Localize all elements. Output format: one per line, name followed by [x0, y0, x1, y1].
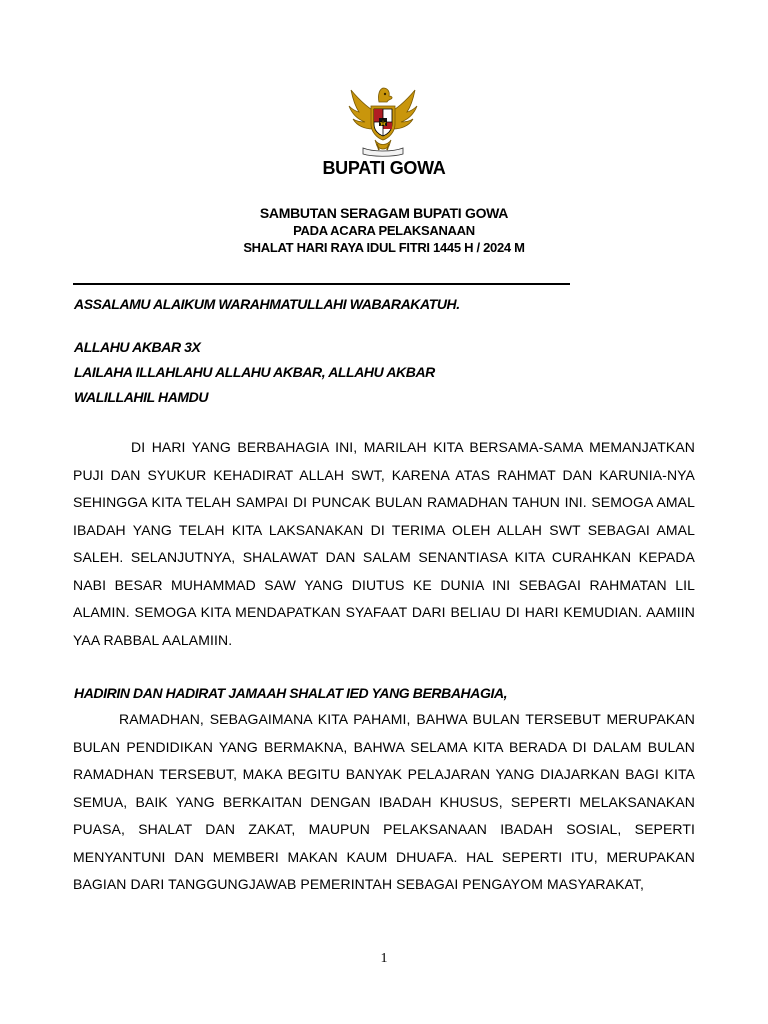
- section-heading: HADIRIN DAN HADIRAT JAMAAH SHALAT IED YANG BERBAHAGIA,: [74, 685, 508, 701]
- takbir-line: ALLAHU AKBAR 3X: [74, 339, 201, 355]
- document-subtitle-2: PADA ACARA PELAKSANAAN: [293, 223, 475, 238]
- takbir-line: WALILLAHIL HAMDU: [74, 389, 209, 405]
- takbir-line: LAILAHA ILLAHLAHU ALLAHU AKBAR, ALLAHU AKBAR: [74, 364, 435, 380]
- header-divider: [73, 283, 570, 285]
- body-paragraph-2: RAMADHAN, SEBAGAIMANA KITA PAHAMI, BAHWA BULAN TERSEBUT MERUPAKAN BULAN PENDIDIKAN YANG BERMAKNA, BAHWA SELAMA KITA BERADA DI DALAM BULAN RAMADHAN TERSEBUT, MAKA BEGITU BANYAK PELAJARAN YANG DIAJARKAN BAGI KITA SEMUA, BAIK YANG BERKAITAN DENGAN IBADAH KHUSUS, SEPERTI MELAKSANAKAN PUASA, SHALAT DAN ZAKAT, MAUPUN PELAKSANAAN IBADAH SOSIAL, SEPERTI MENYANTUNI DAN MEMBERI MAKAN KAUM DHUAFA. HAL SEPERTI ITU, MERUPAKAN BAGIAN DARI TANGGUNGJAWAB PEMERINTAH SEBAGAI PENGAYOM MASYARAKAT,: [73, 711, 695, 892]
- document-subtitle-1: SAMBUTAN SERAGAM BUPATI GOWA: [259, 205, 509, 221]
- document-subtitle-3: SHALAT HARI RAYA IDUL FITRI 1445 H / 2024 M: [243, 240, 525, 255]
- garuda-emblem-icon: [343, 84, 423, 158]
- greeting-heading: ASSALAMU ALAIKUM WARAHMATULLAHI WABARAKATUH.: [74, 296, 460, 312]
- page-number: 1: [380, 951, 388, 966]
- body-paragraph-1: DI HARI YANG BERBAHAGIA INI, MARILAH KITA BERSAMA-SAMA MEMANJATKAN PUJI DAN SYUKUR KEHADIRAT ALLAH SWT, KARENA ATAS RAHMAT DAN KARUNIA-NYA SEHINGGA KITA TELAH SAMPAI DI PUNCAK BULAN RAMADHAN TAHUN INI. SEMOGA AMAL IBADAH YANG TELAH KITA LAKSANAKAN DI TERIMA OLEH ALLAH SWT SEBAGAI AMAL SALEH. SELANJUTNYA, SHALAWAT DAN SALAM SENANTIASA KITA CURAHKAN KEPADA NABI BESAR MUHAMMAD SAW YANG DIUTUS KE DUNIA INI SEBAGAI RAHMATAN LIL ALAMIN. SEMOGA KITA MENDAPATKAN SYAFAAT DARI BELIAU DI HARI KEMUDIAN. AAMIIN YAA RABBAL AALAMIIN.: [73, 439, 695, 648]
- document-org-title: BUPATI GOWA: [322, 158, 446, 178]
